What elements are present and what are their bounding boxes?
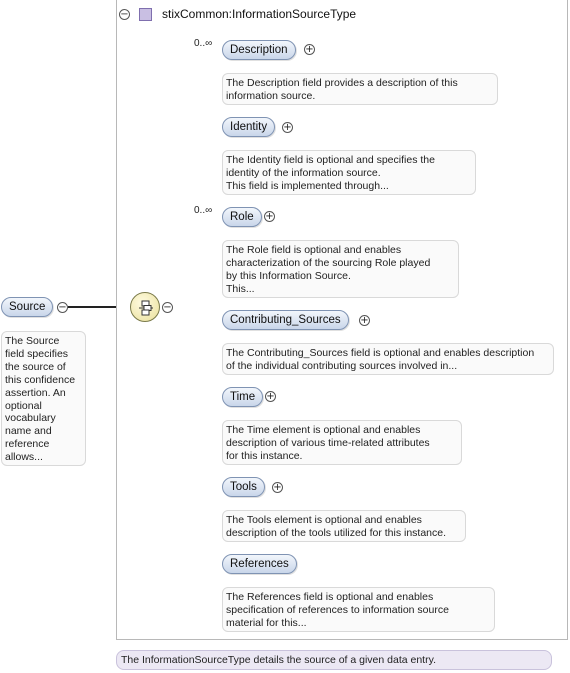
element-identity[interactable]: Identity (222, 117, 275, 137)
type-title: stixCommon:InformationSourceType (162, 7, 357, 21)
element-contributing-sources-doc: The Contributing_Sources field is optional and enables description of the individual contributing sources involved in... (222, 343, 554, 375)
element-role[interactable]: Role (222, 207, 262, 227)
expand-plus-icon[interactable]: + (283, 122, 292, 133)
element-contributing-sources[interactable]: Contributing_Sources (222, 310, 349, 330)
complex-type-square-icon (139, 8, 152, 21)
expand-plus-icon[interactable]: + (266, 391, 275, 402)
collapse-minus-icon[interactable]: − (58, 302, 67, 313)
collapse-minus-icon[interactable]: − (120, 9, 129, 20)
root-element-source[interactable]: Source (1, 297, 53, 317)
expand-plus-icon[interactable]: + (265, 211, 274, 222)
expand-plus-icon[interactable]: + (273, 482, 282, 493)
element-identity-doc: The Identity field is optional and specifies the identity of the information source. This field is implemented through... (222, 150, 476, 195)
element-description[interactable]: Description (222, 40, 296, 60)
collapse-minus-icon[interactable]: − (163, 302, 172, 313)
element-time-doc: The Time element is optional and enables description of various time-related attributes for this instance. (222, 420, 462, 465)
expand-plus-icon[interactable]: + (360, 315, 369, 326)
element-time[interactable]: Time (222, 387, 263, 407)
cardinality-label: 0..∞ (194, 205, 213, 216)
element-role-doc: The Role field is optional and enables characterization of the sourcing Role played by this Information Source. This... (222, 240, 459, 298)
element-references[interactable]: References (222, 554, 297, 574)
type-description: The InformationSourceType details the source of a given data entry. (116, 650, 552, 670)
element-tools-doc: The Tools element is optional and enables description of the tools utilized for this instance. (222, 510, 466, 542)
root-element-description: The Source field specifies the source of this confidence assertion. An optional vocabulary name and reference allows... (1, 331, 86, 466)
sequence-compositor-icon[interactable] (130, 292, 160, 322)
expand-plus-icon[interactable]: + (305, 44, 314, 55)
element-tools[interactable]: Tools (222, 477, 265, 497)
cardinality-label: 0..∞ (194, 38, 213, 49)
element-references-doc: The References field is optional and enables specification of references to information source material for this... (222, 587, 495, 632)
element-description-doc: The Description field provides a description of this information source. (222, 73, 498, 105)
